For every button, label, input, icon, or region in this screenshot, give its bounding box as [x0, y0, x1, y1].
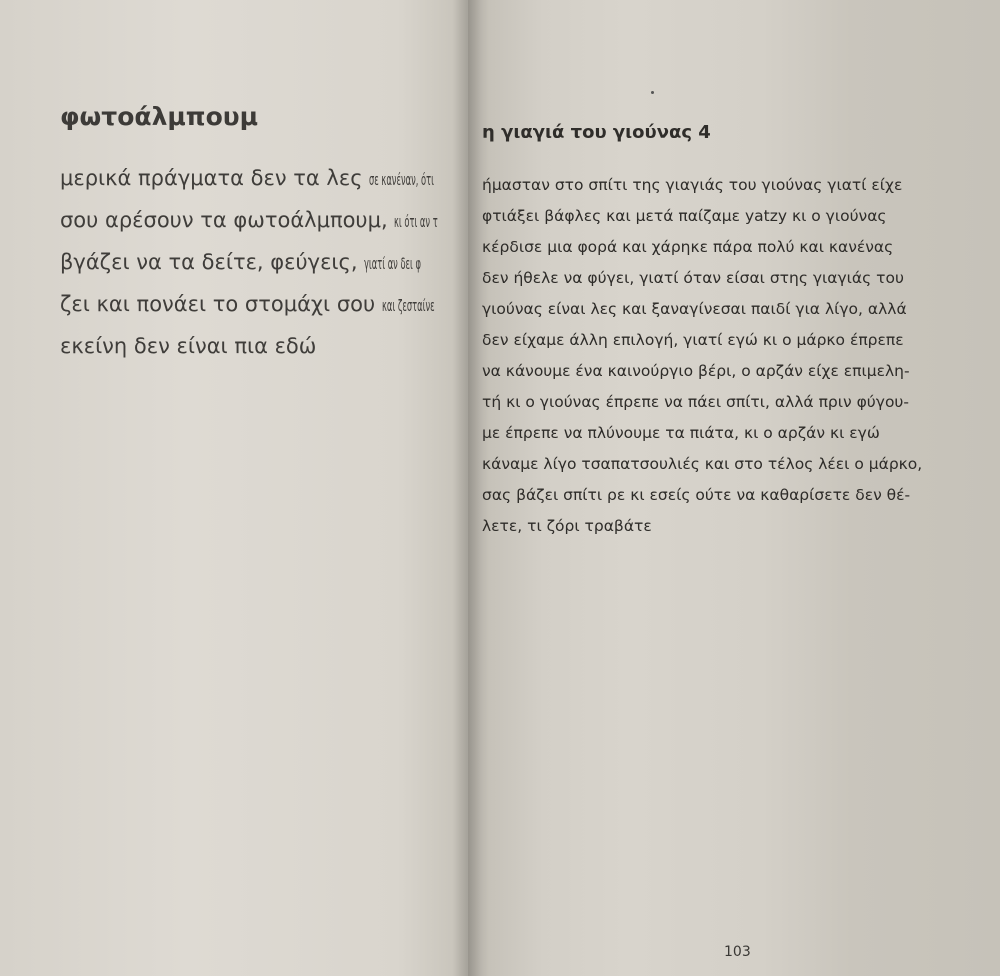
text-line: γιούνας είναι λες και ξαναγίνεσαι παιδί για λίγο, αλλά [482, 300, 907, 318]
poem-line: εκείνη δεν είναι πια εδώ [60, 334, 317, 358]
page-number: 103 [724, 944, 751, 960]
poem-body [60, 158, 468, 367]
text-line: ήμασταν στο σπίτι της γιαγιάς του γιούνας γιατί είχε [482, 176, 903, 194]
text-line: κέρδισε μια φορά και χάρηκε πάρα πολύ και κανένας [482, 238, 894, 256]
story-title: η γιαγιά του γιούνας 4 [482, 122, 711, 143]
text-line: με έπρεπε να πλύνουμε τα πιάτα, κι ο αρζάν κι εγώ [482, 424, 880, 442]
text-line: να κάνουμε ένα καινούργιο βέρι, ο αρζάν είχε επιμελη- [482, 362, 910, 380]
right-page [468, 0, 1000, 976]
text-line: κάναμε λίγο τσαπατσουλιές και στο τέλος λέει ο μάρκο, [482, 455, 923, 473]
text-line: σας βάζει σπίτι ρε κι εσείς ούτε να καθαρίσετε δεν θέ- [482, 486, 911, 504]
poem-line: ζει και πονάει το στομάχι σου και ζεσταίνε [60, 292, 435, 316]
poem-line: βγάζει να τα δείτε, φεύγεις, γιατί αν δει φ [60, 250, 422, 274]
text-line: δεν είχαμε άλλη επιλογή, γιατί εγώ κι ο μάρκο έπρεπε [482, 331, 904, 349]
poem-line: μερικά πράγματα δεν τα λες σε κανέναν, ότι [60, 166, 435, 190]
ink-dot [651, 91, 654, 94]
poem-line: σου αρέσουν τα φωτοάλμπουμ, κι ότι αν τ [60, 208, 439, 232]
text-line: δεν ήθελε να φύγει, γιατί όταν είσαι στης γιαγιάς του [482, 269, 904, 287]
left-page [0, 0, 468, 976]
poem-title: φωτοάλμπουμ [60, 102, 259, 131]
text-line: φτιάξει βάφλες και μετά παίζαμε yatzy κι ο γιούνας [482, 207, 887, 225]
text-line: λετε, τι ζόρι τραβάτε [482, 517, 652, 535]
text-line: τή κι ο γιούνας έπρεπε να πάει σπίτι, αλλά πριν φύγου- [482, 393, 909, 411]
story-body [482, 170, 982, 542]
